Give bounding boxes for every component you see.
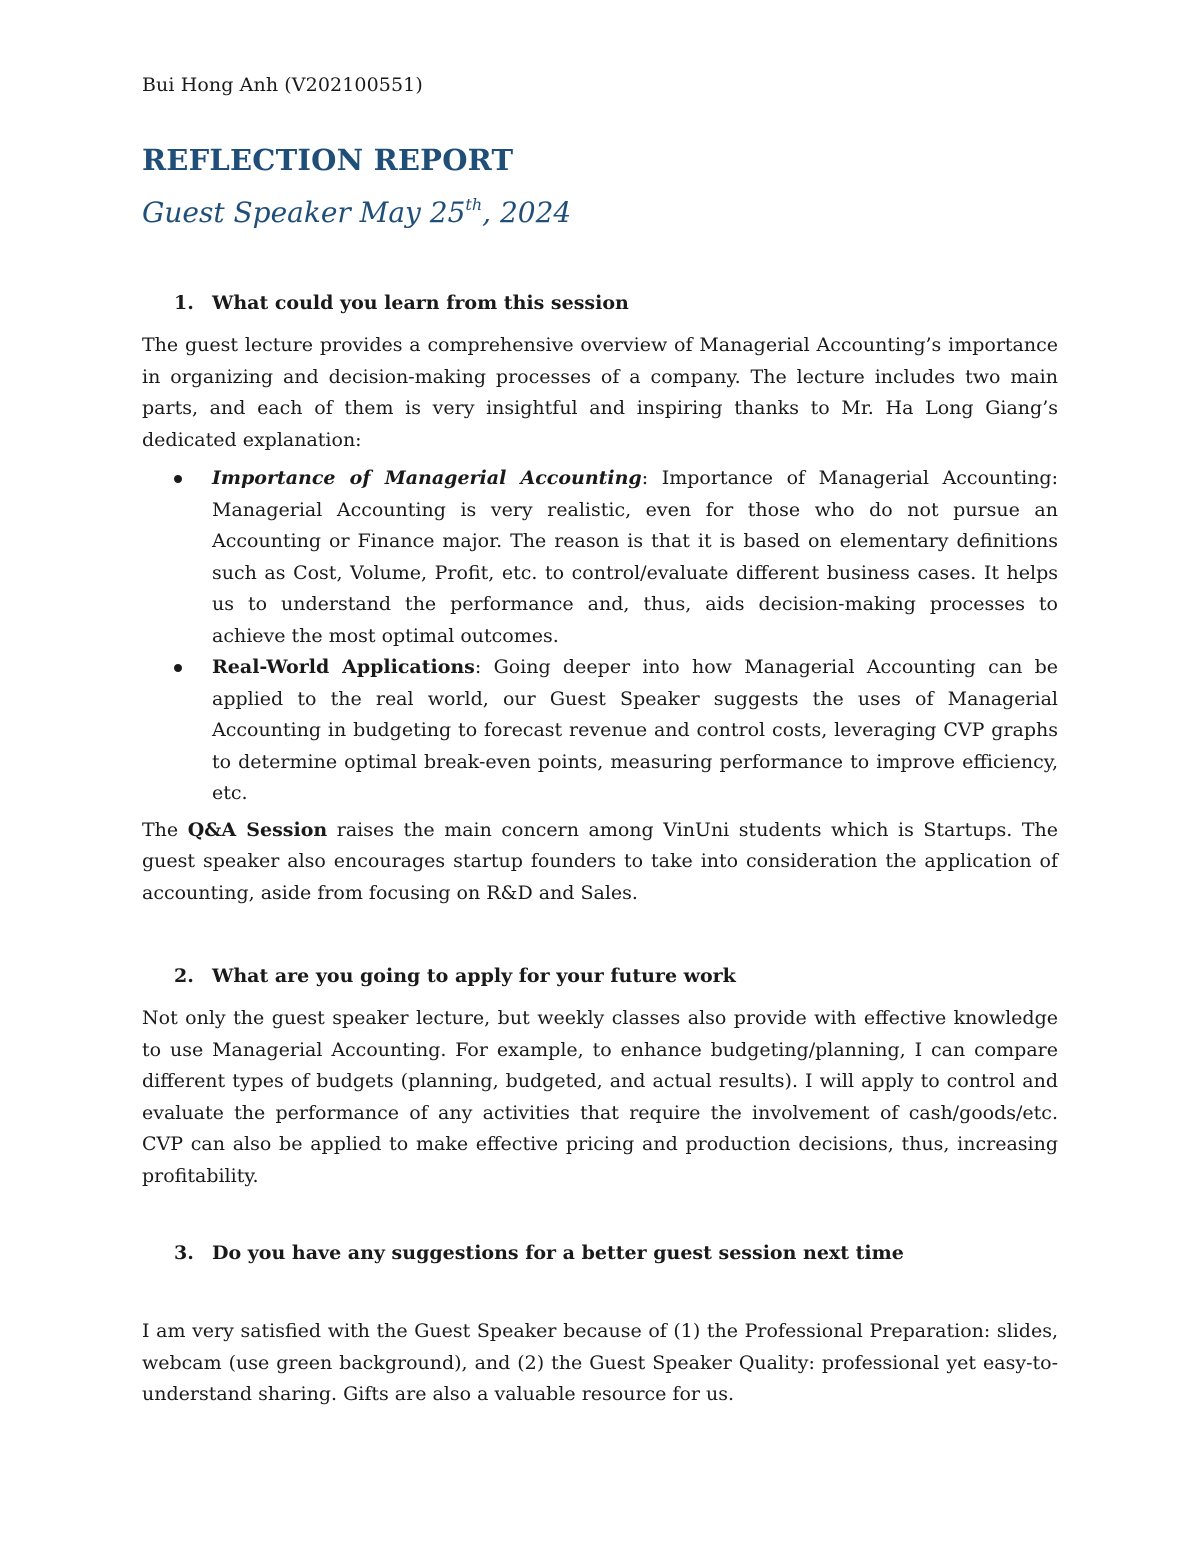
section-2	[142, 961, 1058, 1192]
bullet-text: : Going deeper into how Managerial Accounting can be applied to the real world, our Guest Speaker suggests the uses of Managerial Accounting in budgeting to forecast revenue and control costs, leveraging CVP graphs to determine optimal break-even points, measuring performance to improve efficiency, etc.	[212, 656, 1058, 804]
section-1	[142, 288, 1058, 909]
report-title: REFLECTION REPORT	[142, 143, 514, 177]
section-1-heading	[142, 288, 1058, 318]
section-2-number: 2.	[174, 965, 194, 987]
section-1-intro: The guest lecture provides a comprehensive overview of Managerial Accounting’s importance in organizing and decision-making processes of a company. The lecture includes two main parts, and each of them is very insightful and inspiring thanks to Mr. Ha Long Giang’s dedicated explanation:	[142, 334, 1058, 451]
bullet-text: : Importance of Managerial Accounting: Managerial Accounting is very realistic, even for those who do not pursue an Accounting or Finance major. The reason is that it is based on elementary definitions such as Cost, Volume, Profit, etc. to control/evaluate different business cases. It helps us to understand the performance and, thus, aids decision-making processes to achieve the most optimal outcomes.	[212, 467, 1058, 647]
bullet-item	[212, 463, 1058, 652]
section-2-heading	[142, 961, 1058, 991]
section-1-number: 1.	[174, 292, 194, 314]
bullet-label: Importance of Managerial Accounting	[212, 467, 642, 489]
bullet-item	[212, 652, 1058, 810]
section-3-body: I am very satisfied with the Guest Speaker because of (1) the Professional Preparation: slides, webcam (use green background), and (2) the Guest Speaker Quality: professional yet easy-to-understand sharing. Gifts are also a valuable resource for us.	[142, 1320, 1058, 1405]
subtitle-ordinal-suffix: th	[465, 195, 483, 214]
bullet-dot-icon	[174, 664, 182, 672]
qa-prefix: The	[142, 818, 188, 841]
subtitle-year: , 2024	[482, 196, 572, 229]
section-3	[142, 1238, 1058, 1411]
bullet-dot-icon	[174, 475, 182, 483]
qa-text: raises the main concern among VinUni students which is Startups. The guest speaker also encourages startup founders to take into consideration the application of accounting, aside from focusing on R&D and Sales.	[142, 818, 1058, 904]
author-line: Bui Hong Anh (V202100551)	[142, 74, 423, 96]
section-2-body: Not only the guest speaker lecture, but weekly classes also provide with effective knowledge to use Managerial Accounting. For example, to enhance budgeting/planning, I can compare different types of budgets (planning, budgeted, and actual results). I will apply to control and evaluate the performance of any activities that require the involvement of cash/goods/etc. CVP can also be applied to make effective pricing and production decisions, thus, increasing profitability.	[142, 1007, 1058, 1187]
section-1-heading-text: What could you learn from this session	[212, 292, 629, 314]
section-1-bullet-list	[142, 463, 1058, 810]
section-3-heading-text: Do you have any suggestions for a better guest session next time	[212, 1242, 904, 1264]
section-3-number: 3.	[174, 1242, 194, 1264]
report-subtitle	[142, 195, 571, 229]
section-2-heading-text: What are you going to apply for your future work	[212, 965, 736, 987]
bullet-label: Real-World Applications	[212, 656, 475, 678]
qa-session-label: Q&A Session	[187, 818, 328, 841]
section-1-qa-paragraph	[142, 815, 1058, 910]
section-3-heading	[142, 1238, 1058, 1268]
subtitle-date: Guest Speaker May 25	[142, 196, 466, 229]
